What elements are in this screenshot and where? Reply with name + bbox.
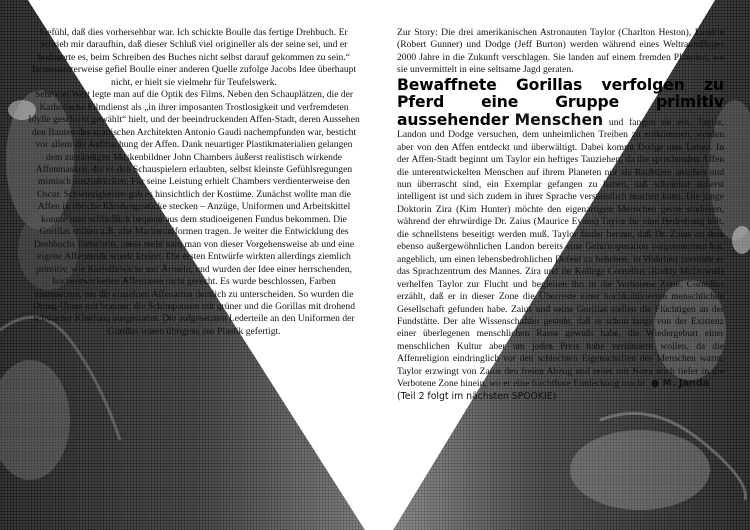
headline: Bewaffnete Gorillas verfolgen zu Pferd eine Gruppe primitiv aussehender <box>397 75 724 129</box>
left-article-column <box>28 27 360 338</box>
story-body <box>397 77 724 391</box>
left-paragraph-2: Sehr viel Wert legte man auf die Optik des Films. Neben den Schauplätzen, die der Katholische Filmdienst als „in ihrer imposanten Trostlosigkeit und verfremdeten Idylle geschickt gewählt“ hielt, und der beeindruckenden Affen-Stadt, deren Aussehen den Bauten des spanischen Architekten Antonio Gaudi nachempfunden war, besticht vor allem die Aufmachung der Affen. Dank neuartiger Plastikmaterialien gelangen dem zuständigen Maskenbildner John Chambers äußerst realistisch wirkende Affenmasken, die es den Schauspielern erlaubten, selbst kleinste Gefühlsregungen mimisch auszudrücken. Für seine Leistung erhielt Chambers verdienterweise den Oscar. Schwierigkeiten gab es hinsichtlich der Kostüme. Zunächst wollte man die Affen in übliche Kleidungsstücke stecken – Anzüge, Uniformen und Arbeitskittel konnte man schließlich bequem aus dem studioeigenen Fundus bekommen. Die Gorillas sollten z.B. alte Marineuniformen tragen. Je weiter die Entwicklung des Drehbuchs fortschritt, umso mehr kam man von dieser Vorgehensweise ab und eine eigene Affenmode wurde kreiert. Die ersten Entwürfe wirkten allerdings ziemlich primitiv, wie Kartoffelsäcke mit Ärmeln, und wurden der Idee einer herrschenden, hochentwickelten Affenrasse nicht gerecht. Es wurde beschlossen, Farben einzusetzen, um die einzelnen Affenarten deutlich zu unterscheiden. So wurden die Orang-Utans mit brauner, die Schimpansen mit grüner und die Gorillas mit drohend schwarzer Kleidung ausgestattet. Die aufgesetzten Lederteile an den Uniformen der Gorillas waren übrigens aus Plastik gefertigt. <box>28 89 360 337</box>
left-paragraph-1: Gefühl, daß dies vorhersehbar war. Ich schickte Boulle das fertige Drehbuch. Er schrieb mir daraufhin, daß dieser Schluß viel origineller als der seine sei, und er bedauerte es, beim Schreiben des Buches nicht selbst darauf gekommen zu sein.“ Interessanterweise gefiel Boulle einer anderen Quelle zufolge Jacobs Idee überhaupt nicht, er hielt sie vielmehr für Teufelswerk. <box>31 27 357 88</box>
headline-end: Menschen <box>514 110 604 129</box>
story-text: und fangen sie ein. Taylor, Landon und Dodge versuchen, dem unheimlichen Treiben zu entkommen, werden aber von den Affen entdeckt und überwältigt. Dabei kommt Dodge ums Leben. In der Affen-Stadt beginnt um Taylor ein heftiges Tauziehen, da die sprechenden Affen die unterentwickelten Menschen auf ihrem Planeten nur als Raubtiere ansehen und nun überrascht sind, ein Exemplar gefangen zu haben, daß scheinbar äußerst intelligent ist und sich zudem in ihrer Sprache verständlich machen kann. Die junge Doktorin Zira (Kim Hunter) möchte den eigenartigen Menschen gerne studieren, während der ehrwürdige Dr. Zaius (Maurice Evans) Taylor für eine Bedrohung hält, die schnellstens beseitigt werden muß. Taylor findet heraus, daß Dr. Zaius an dem ebenso außergewöhnlichen Landon bereits eine Gehirnoperation vorgenommen hat, angeblich, um einen lebensbedrohlichen Defekt zu beheben. In Wahrheit zerstörte er das Sprachzentrum des Mannes. Zira und ihr Kollege Cornelius (Roddy McDowall) verhelfen Taylor zur Flucht und begleiten ihn in die Verbotene Zone. Cornelius erzählt, daß er in dieser Zone die Überreste einer hochkultivierten menschlichen Gesellschaft gefunden habe. Zaius und seine Gorillas stellen die Flüchtigen an der Fundstätte. Der alte Wissenschaftler gesteht, daß er schon lange von der Existenz einer überlegenen menschlichen Rasse gewußt habe, die Wiedergeburt einer menschlichen Kultur aber um jeden Preis habe verhindern wollen, da die Affenreligion eindringlich vor den schlechten Eigenschaften des Menschen warnt. Taylor erzwingt von Zaius den freien Abzug und reitet mit Nova noch tiefer in die Verbotene Zone hinein, wo er eine furchtbare Entdeckung macht. <box>397 116 724 390</box>
author-signature: ● M. Janda <box>647 378 710 390</box>
story-intro: Zur Story: Die drei amerikanischen Astronauten Taylor (Charlton Heston), Landon (Robert Gunner) und Dodge (Jeff Burton) werden während eines Weltraumfluges 2000 Jahre in die Zukunft verschlagen. Sie landen auf einem fremden Planeten, wo sie unvermittelt in eine seltsame Jagd geraten. <box>397 27 724 76</box>
right-article-column <box>397 27 724 403</box>
continuation-note: (Teil 2 folgt im nächsten SPOOKIE) <box>397 390 557 402</box>
